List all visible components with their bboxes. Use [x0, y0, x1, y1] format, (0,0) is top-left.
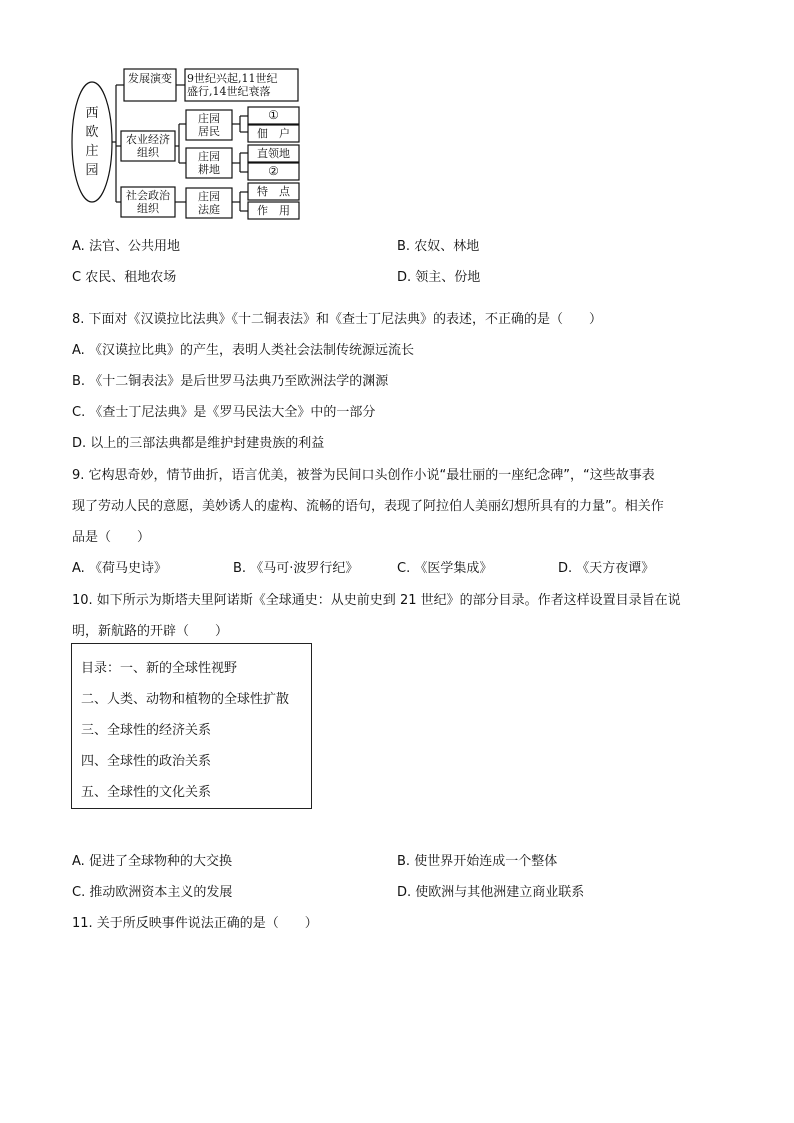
q10-option-c: C. 推动欧洲资本主义的发展	[72, 885, 233, 900]
q10-stem-line1: 10. 如下所示为斯塔夫里阿诺斯《全球通史：从史前史到 21 世纪》的部分目录。作者这样设置目录旨在说	[72, 593, 681, 608]
q9-stem-line2: 现了劳动人民的意愿，美妙诱人的虚构、流畅的语句，表现了阿拉伯人美丽幻想所具有的力量”。相关作	[72, 499, 664, 514]
toc-item-3: 三、全球性的经济关系	[81, 723, 212, 738]
manor-diagram	[68, 62, 308, 224]
q7-option-d: D. 领主、份地	[397, 270, 481, 285]
q8-option-a: A. 《汉谟拉比典》的产生，表明人类社会法制传统源远流长	[72, 343, 414, 358]
toc-box	[71, 643, 312, 809]
land-label: 庄园耕地	[198, 150, 220, 176]
toc-item-4: 四、全球性的政治关系	[81, 754, 212, 769]
q10-option-a: A. 促进了全球物种的大交换	[72, 854, 232, 869]
q9-stem-line3: 品是（ ）	[72, 530, 151, 545]
q7-option-b: B. 农奴、林地	[397, 239, 480, 254]
land-item-2: ②	[268, 164, 279, 178]
q7-option-c: C 农民、租地农场	[72, 270, 177, 285]
social-label: 社会政治组织	[126, 189, 170, 215]
q9-option-d: D. 《天方夜谭》	[558, 561, 655, 576]
q10-stem-line2: 明，新航路的开辟（ ）	[72, 624, 229, 639]
residents-label: 庄园居民	[198, 112, 220, 138]
q8-option-d: D. 以上的三部法典都是维护封建贵族的利益	[72, 436, 325, 451]
q10-option-d: D. 使欧洲与其他洲建立商业联系	[397, 885, 585, 900]
q10-option-b: B. 使世界开始连成一个整体	[397, 854, 558, 869]
q9-option-c: C. 《医学集成》	[397, 561, 493, 576]
agri-label: 农业经济组织	[126, 133, 170, 159]
court-item-2: 作 用	[257, 204, 290, 217]
q7-option-a: A. 法官、公共用地	[72, 239, 180, 254]
dev-label: 发展演变	[128, 72, 172, 85]
residents-item-2: 佃 户	[257, 127, 290, 140]
court-label: 庄园法庭	[198, 190, 220, 216]
toc-item-2: 二、人类、动物和植物的全球性扩散	[81, 692, 290, 707]
q11-stem: 11. 关于所反映事件说法正确的是（ ）	[72, 916, 318, 931]
q8-option-b: B. 《十二铜表法》是后世罗马法典乃至欧洲法学的渊源	[72, 374, 389, 389]
q8-stem: 8. 下面对《汉谟拉比法典》《十二铜表法》和《查士丁尼法典》的表述，不正确的是（ ）	[72, 312, 603, 327]
dev-desc-line1: 9世纪兴起,11世纪	[187, 72, 278, 85]
q9-option-a: A. 《荷马史诗》	[72, 561, 167, 576]
q9-stem-line1: 9. 它构思奇妙，情节曲折，语言优美，被誉为民间口头创作小说“最壮丽的一座纪念碑”，“这些故事表	[72, 468, 655, 483]
toc-item-5: 五、全球性的文化关系	[81, 785, 212, 800]
residents-item-1: ①	[268, 108, 279, 122]
q8-option-c: C. 《查士丁尼法典》是《罗马民法大全》中的一部分	[72, 405, 376, 420]
root-label: 西欧庄园	[85, 106, 99, 178]
land-item-1: 直领地	[257, 147, 290, 160]
court-item-1: 特 点	[257, 185, 290, 198]
q9-option-b: B. 《马可·波罗行纪》	[233, 561, 359, 576]
dev-desc-line2: 盛行,14世纪衰落	[187, 85, 271, 98]
toc-item-1: 目录：一、新的全球性视野	[81, 661, 238, 676]
